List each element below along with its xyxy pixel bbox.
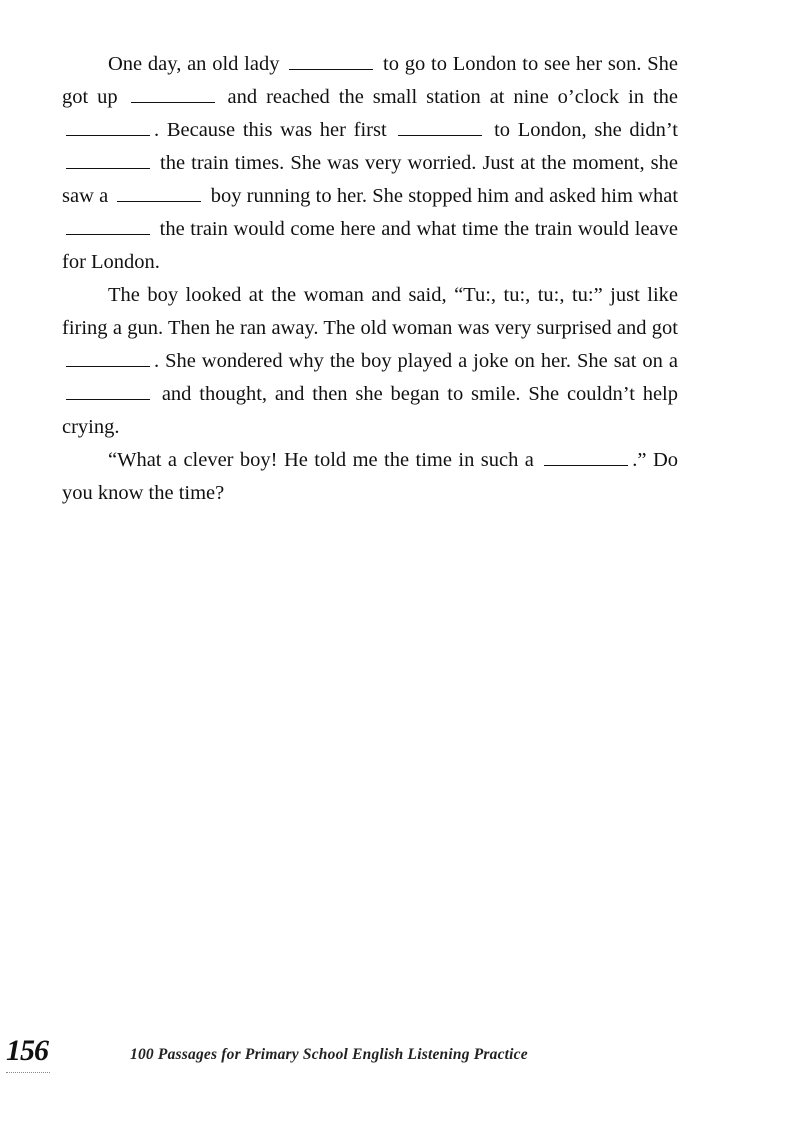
passage-text: and thought, and then she began to smile. She couldn’t help crying.: [62, 383, 679, 438]
passage-text: “What a clever boy! He told me the time in such a: [108, 449, 534, 471]
blank-7: [66, 233, 150, 235]
blank-2: [131, 101, 215, 103]
blank-4: [398, 134, 482, 136]
passage-text: to London, she didn’t: [494, 119, 679, 141]
passage-text: . She wondered why the boy played a joke on her. She sat on a: [154, 350, 678, 372]
page-number: 156: [6, 1034, 48, 1067]
blank-3: [66, 134, 150, 136]
blank-8: [66, 365, 150, 367]
passage-text: . Because this was her first: [154, 119, 387, 141]
book-title: 100 Passages for Primary School English Listening Practice: [130, 1046, 528, 1063]
page-number-rule: [6, 1072, 50, 1073]
passage-text: The boy looked at the woman and said, “Tu:, tu:, tu:, tu:” just like firing a gun. Then he ran away. The old woman was very surprised and got: [62, 284, 678, 339]
paragraph-2: [62, 279, 678, 444]
passage-text: to go to London to see her son. She got up: [62, 53, 679, 108]
passage-text: the train times. She was very worried. Just at the moment, she saw a: [62, 152, 678, 207]
passage-text: .” Do you know the time?: [62, 449, 679, 504]
blank-9: [66, 398, 150, 400]
paragraph-1: [62, 48, 678, 279]
blank-1: [289, 68, 373, 70]
page-footer: [0, 1030, 800, 1090]
passage: [62, 48, 678, 510]
passage-text: boy running to her. She stopped him and asked him what: [210, 185, 679, 207]
passage-text: and reached the small station at nine o’clock in the: [227, 86, 679, 108]
blank-6: [117, 200, 201, 202]
blank-5: [66, 167, 150, 169]
paragraph-3: [62, 444, 678, 510]
passage-text: One day, an old lady: [108, 53, 280, 75]
passage-text: the train would come here and what time the train would leave for London.: [62, 218, 679, 273]
blank-10: [544, 464, 628, 466]
